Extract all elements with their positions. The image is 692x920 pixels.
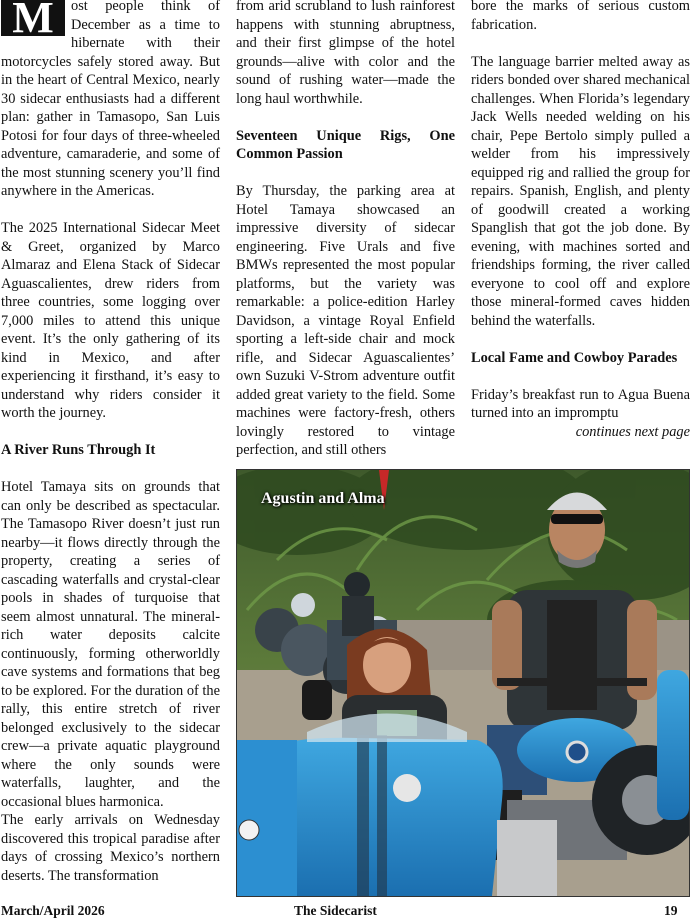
article-column-3 (471, 0, 690, 441)
footer-page-number: 19 (664, 903, 678, 918)
col1-paragraph-2: The 2025 International Sidecar Meet & Greet, organized by Marco Almaraz and Elena Stack of Sidecar Aguascalientes, drew riders from three countries, some logging over 7,000 miles to attend this unique event. It’s the only gathering of its kind in Mexico, and after experiencing it firsthand, it’s easy to understand why riders consider it worth the journey. (1, 220, 220, 421)
section-heading-local-fame: Local Fame and Cowboy Parades (471, 349, 678, 366)
col3-paragraph-2: The language barrier melted away as riders bonded over shared mechanical challenges. When Florida’s legendary Jack Wells needed welding on his chair, Pepe Bertolo simply pulled a welder from his impressively equipped rig and rallied the group for repairs. Spanish, English, and plenty of goodwill created a working Spanglish that got the job done. By evening, with machines sorted and friendships forming, the river called everyone to cool off and explore those mineral-formed caves hidden behind the waterfalls. (471, 53, 690, 329)
article-photo (236, 469, 690, 897)
article-column-1 (1, 0, 220, 885)
continues-note: continues next page (575, 423, 690, 440)
col1-paragraph-4: The early arrivals on Wednesday discovered this tropical paradise after days of crossing Mexico’s northern deserts. The transformation (1, 812, 220, 884)
background-rider-helmet (344, 572, 370, 598)
col3-paragraph-3: Friday’s breakfast run to Agua Buena turned into an impromptu (471, 386, 690, 421)
background-rider (342, 596, 374, 636)
section-heading-river: A River Runs Through It (1, 442, 156, 458)
article-column-2 (236, 0, 455, 478)
col2-paragraph-1: from arid scrubland to lush rainforest happens with stunning abruptness, and their first glimpse of the hotel grounds—alive with color and the sound of rushing water—made the long haul worthwhile. (236, 0, 455, 107)
footer-issue-date: March/April 2026 (1, 903, 105, 918)
col2-paragraph-2: By Thursday, the parking area at Hotel Tamaya showcased an impressive diversity of sidecar engineering. Five Urals and five BMWs represented the most popular platforms, but the variety was remarkable: a police-edition Harley Davidson, a vintage Royal Enfield sporting a left-side chair and mock rifle, and Sidecar Aguascalientes’ own Suzuki V-Strom adventure outfit added great variety to the field. Some machines were factory-fresh, others lovingly restored to vintage perfection, and still others (236, 183, 455, 458)
sidecar-riders-illustration (237, 470, 689, 896)
drop-cap: M (1, 0, 65, 36)
col1-paragraph-1: ost people think of December as a time to hibernate with their motorcycles safely stored away. But in the heart of Central Mexico, nearly 30 sidecar enthusiasts had a different plan: gather in Tamasopo, San Luis Potosi for four days of three-wheeled adventure, camaraderie, and some of the most stunning scenery you’ll find anywhere in the Americas. (1, 0, 220, 199)
photo-caption: Agustin and Alma (261, 490, 385, 507)
footer-magazine-name: The Sidecarist (294, 903, 377, 918)
section-heading-rigs: Seventeen Unique Rigs, One Common Passion (236, 127, 455, 162)
col1-paragraph-3: Hotel Tamaya sits on grounds that can only be described as spectacular. The Tamasopo River doesn’t just run nearby—it flows directly through the property, creating a series of cascading waterfalls and crystal-clear pools in shades of turquoise that seem almost unnatural. The mineral-rich water deposits calcite continuously, forming otherworldly cave systems and formations that beg to be explored. For the duration of the rally, this entire stretch of river belonged exclusively to the sidecar crew—a private aquatic playground where the only sounds were waterfalls, laughter, and the occasional blues harmonica. (1, 479, 221, 810)
col3-paragraph-1: bore the marks of serious custom fabrication. (471, 0, 690, 33)
